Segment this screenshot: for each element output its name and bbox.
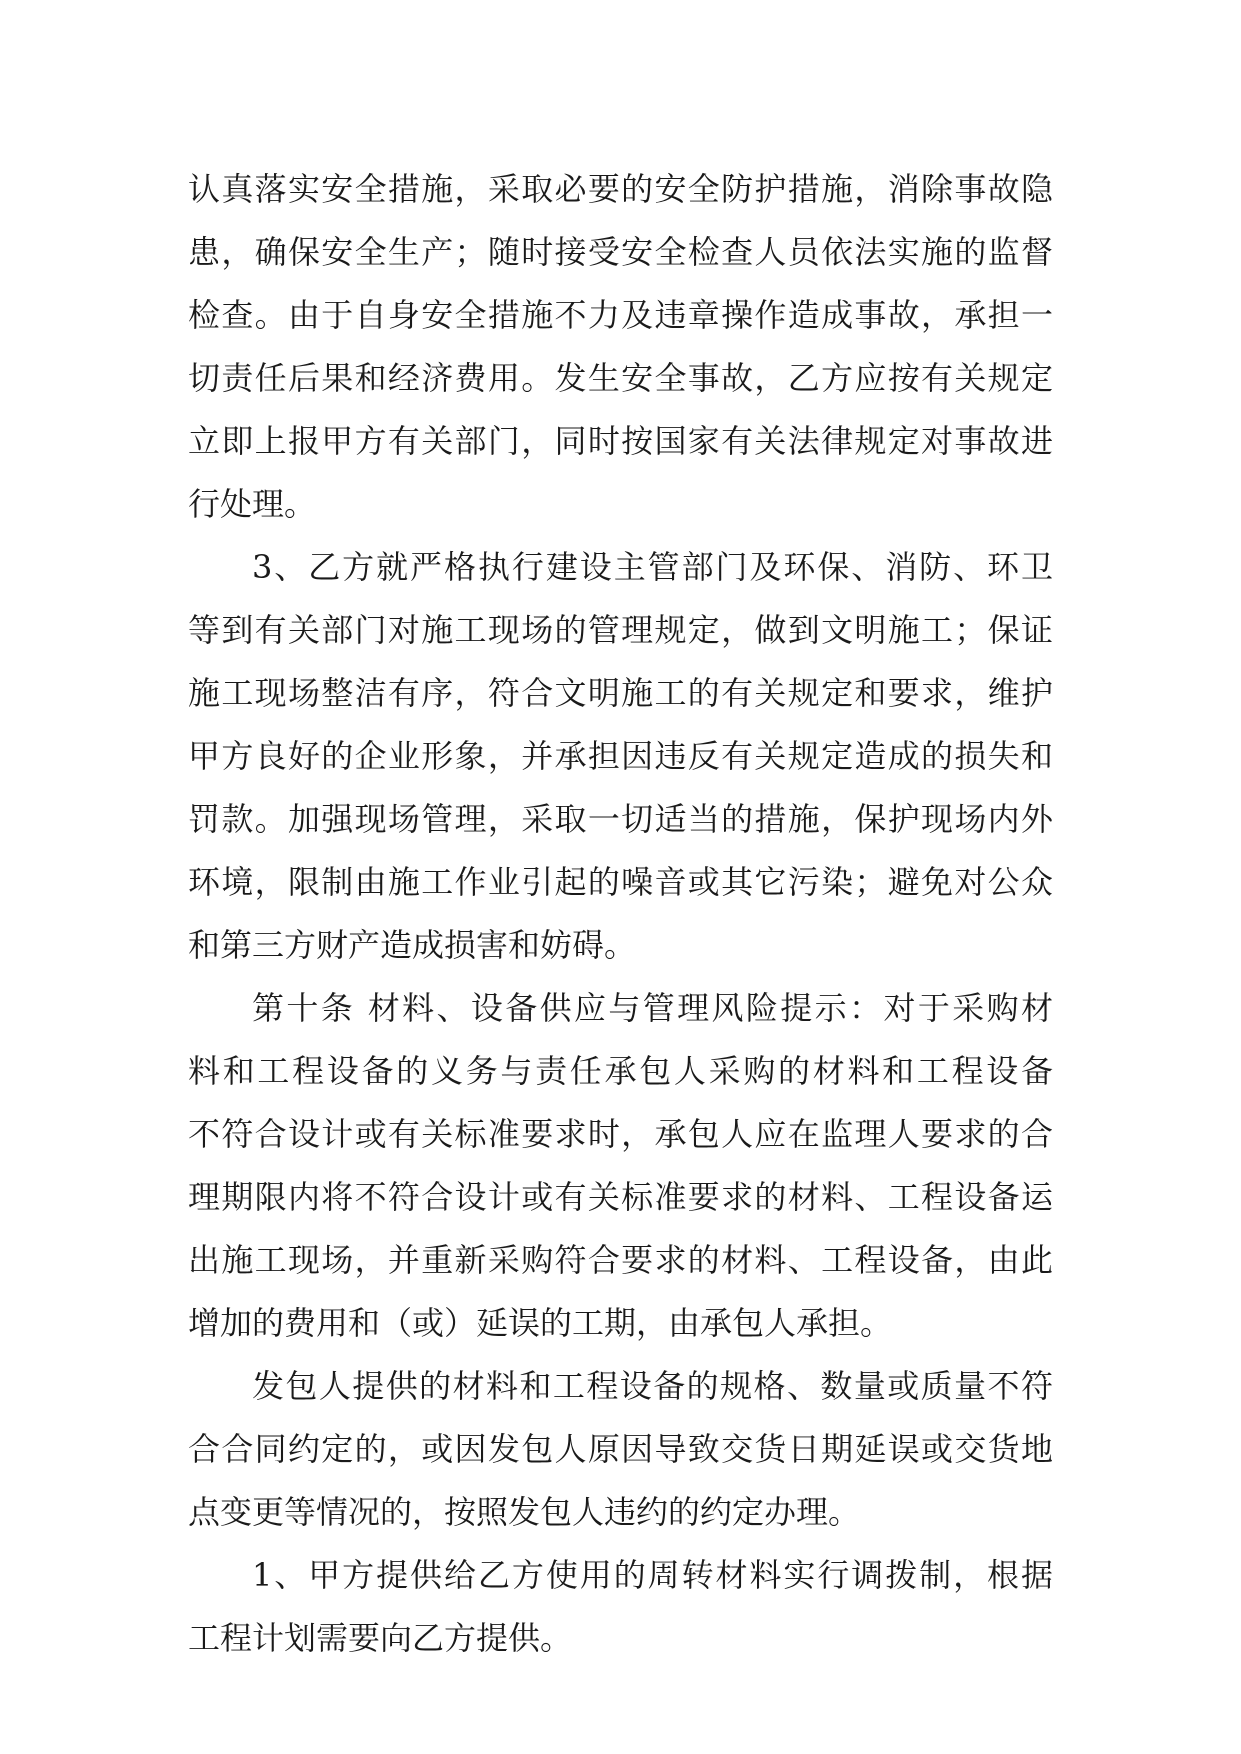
text-line: 环境，限制由施工作业引起的噪音或其它污染；避免对公众: [188, 863, 1053, 901]
text-line: 料和工程设备的义务与责任承包人采购的材料和工程设备: [188, 1052, 1053, 1090]
text-line: 增加的费用和（或）延误的工期，由承包人承担。: [188, 1304, 893, 1342]
text-line: 1、甲方提供给乙方使用的周转材料实行调拨制，根据: [252, 1556, 1053, 1594]
text-line: 检查。由于自身安全措施不力及违章操作造成事故，承担一: [188, 296, 1053, 334]
text-line: 合合同约定的，或因发包人原因导致交货日期延误或交货地: [188, 1430, 1053, 1468]
text-line: 第十条 材料、设备供应与管理风险提示：对于采购材: [252, 989, 1053, 1027]
text-line: 立即上报甲方有关部门，同时按国家有关法律规定对事故进: [188, 422, 1053, 460]
text-line: 理期限内将不符合设计或有关标准要求的材料、工程设备运: [188, 1178, 1053, 1216]
text-line: 认真落实安全措施，采取必要的安全防护措施，消除事故隐: [188, 170, 1053, 208]
text-line: 和第三方财产造成损害和妨碍。: [188, 926, 637, 964]
text-line: 行处理。: [188, 485, 317, 523]
text-line: 点变更等情况的，按照发包人违约的约定办理。: [188, 1493, 861, 1531]
text-line: 3、乙方就严格执行建设主管部门及环保、消防、环卫: [252, 548, 1053, 586]
text-line: 患，确保安全生产；随时接受安全检查人员依法实施的监督: [188, 233, 1053, 271]
text-line: 等到有关部门对施工现场的管理规定，做到文明施工；保证: [188, 611, 1053, 649]
text-line: 工程计划需要向乙方提供。: [188, 1619, 573, 1657]
document-body: [188, 158, 1053, 1670]
text-line: 甲方良好的企业形象，并承担因违反有关规定造成的损失和: [188, 737, 1053, 775]
text-line: 出施工现场，并重新采购符合要求的材料、工程设备，由此: [188, 1241, 1053, 1279]
text-line: 不符合设计或有关标准要求时，承包人应在监理人要求的合: [188, 1115, 1053, 1153]
text-line: 罚款。加强现场管理，采取一切适当的措施，保护现场内外: [188, 800, 1053, 838]
text-line: 切责任后果和经济费用。发生安全事故，乙方应按有关规定: [188, 359, 1053, 397]
text-line: 发包人提供的材料和工程设备的规格、数量或质量不符: [252, 1367, 1053, 1405]
text-line: 施工现场整洁有序，符合文明施工的有关规定和要求，维护: [188, 674, 1053, 712]
